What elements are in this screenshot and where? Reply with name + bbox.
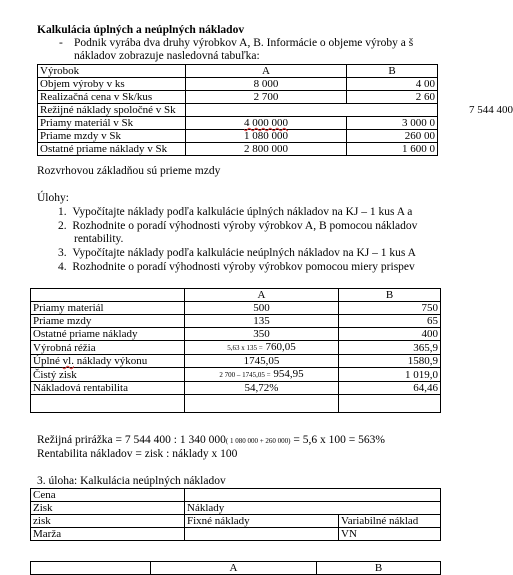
value-b: 3 000 0 <box>347 117 438 130</box>
cell: VN <box>339 528 441 541</box>
cell: Náklady <box>185 502 339 515</box>
value-a: 8 000 <box>186 78 347 91</box>
value-b: 64,46 <box>339 382 441 395</box>
row-label: Čistý zisk <box>31 368 185 382</box>
row-label: Priame mzdy <box>31 315 185 328</box>
table-row <box>38 91 438 104</box>
cell: Fixné náklady <box>185 515 339 528</box>
task-item <box>58 247 416 260</box>
row-label <box>31 355 185 368</box>
table-header-row <box>31 289 441 302</box>
row-label: zisk <box>31 515 185 528</box>
formula-note: ( 1 080 000 + 260 000) <box>225 437 291 445</box>
value-b: 4 00 <box>347 78 438 91</box>
value-b: 400 <box>339 328 441 341</box>
value-a <box>185 341 339 355</box>
row-label: Marža <box>31 528 185 541</box>
task-number: 4. <box>58 261 67 273</box>
value-a: 54,72% <box>185 382 339 395</box>
row-label: Objem výroby v ks <box>38 78 186 91</box>
cell: Variabilné náklad <box>339 515 441 528</box>
row-label: Zisk <box>31 502 185 515</box>
task-item-continuation <box>74 233 123 246</box>
table-row <box>38 130 438 143</box>
header-cell: B <box>347 65 438 78</box>
header-cell: B <box>317 562 441 575</box>
value-a: 2 700 <box>186 91 347 104</box>
row-label: Výrobná réžia <box>31 341 185 355</box>
header-cell <box>31 289 185 302</box>
table-header-row <box>38 65 438 78</box>
value-a: 1745,05 <box>185 355 339 368</box>
header-cell: A <box>185 289 339 302</box>
production-info-table <box>37 64 513 156</box>
value-b: 65 <box>339 315 441 328</box>
partial-cost-scheme-table <box>30 488 441 541</box>
task-number: 1. <box>58 206 67 218</box>
value-a <box>185 395 339 413</box>
table-row <box>38 117 438 130</box>
cell <box>185 489 339 502</box>
row-label: Cena <box>31 489 185 502</box>
value-a-text: 760,05 <box>265 341 296 353</box>
task-text: Rozhodnite o poradí výhodnosti výroby výrobkov A, B pomocou nákladov <box>72 220 418 232</box>
header-cell <box>31 562 151 575</box>
header-cell: A <box>151 562 317 575</box>
intro-dash: - <box>59 37 63 49</box>
table-row <box>38 78 438 91</box>
table-row <box>31 341 441 355</box>
full-cost-calculation-table <box>30 288 441 413</box>
row-label: Režijné náklady spoločné v Sk <box>38 104 186 117</box>
table-row <box>38 104 438 117</box>
label-abbrev: vl. <box>62 355 74 367</box>
value-b: 365,9 <box>339 341 441 355</box>
table-row <box>31 368 441 382</box>
header-cell: Výrobok <box>38 65 186 78</box>
task-text: Rozhodnite o poradí výhodnosti výroby výrobkov pomocou miery prispev <box>72 261 415 273</box>
value-b: 1580,9 <box>339 355 441 368</box>
partial-cost-calculation-table <box>30 561 441 575</box>
task-text: Vypočítajte náklady podľa kalkulácie neúplných nákladov na KJ – 1 kus A <box>72 247 416 259</box>
value-b: 750 <box>339 302 441 315</box>
table-row <box>31 328 441 341</box>
task-item <box>58 220 417 233</box>
value-a: 350 <box>185 328 339 341</box>
table-row-empty <box>31 395 441 413</box>
overhead-surcharge-formula <box>37 434 385 447</box>
cell <box>185 528 339 541</box>
value-a <box>186 117 347 130</box>
table-row <box>31 515 441 528</box>
tasks-heading: Úlohy: <box>37 192 69 204</box>
value-a: 2 800 000 <box>186 143 347 156</box>
calc-note: 5,63 x 135 = <box>227 344 263 352</box>
task3-heading: 3. úloha: Kalkulácia neúplných nákladov <box>37 475 226 487</box>
label-part: Úplné <box>33 355 63 367</box>
task-text: rentability. <box>74 233 124 245</box>
task-item <box>58 206 412 219</box>
task-item <box>58 261 415 274</box>
value-a-text: 954,95 <box>273 368 304 380</box>
table-row <box>31 489 441 502</box>
value-b: 1 600 0 <box>347 143 438 156</box>
row-label: Ostatné priame náklady <box>31 328 185 341</box>
header-cell: A <box>186 65 347 78</box>
table-row <box>31 382 441 395</box>
table-header-row <box>31 562 441 575</box>
value-a: 500 <box>185 302 339 315</box>
row-label: Nákladová rentabilita <box>31 382 185 395</box>
row-label: Priamy materiál v Sk <box>38 117 186 130</box>
value-b: 2 60 <box>347 91 438 104</box>
table-row <box>31 502 441 515</box>
header-cell: B <box>339 289 441 302</box>
cell <box>339 502 441 515</box>
value-a-text: 4 000 000 <box>244 117 288 129</box>
table-row <box>38 143 438 156</box>
value-a <box>185 368 339 382</box>
shared-overhead-value: 7 544 400 <box>186 104 438 117</box>
row-label <box>31 395 185 413</box>
table-row <box>31 355 441 368</box>
value-b: 1 019,0 <box>339 368 441 382</box>
allocation-basis-note: Rozvrhovou základňou sú prieme mzdy <box>37 165 221 177</box>
task-text: Vypočítajte náklady podľa kalkulácie úplných nákladov na KJ – 1 kus A a <box>72 206 413 218</box>
value-a: 135 <box>185 315 339 328</box>
row-label: Priamy materiál <box>31 302 185 315</box>
document-title: Kalkulácia úplných a neúplných nákladov <box>37 24 245 36</box>
row-label: Realizačná cena v Sk/kus <box>38 91 186 104</box>
row-label: Priame mzdy v Sk <box>38 130 186 143</box>
value-a: 1 080 000 <box>186 130 347 143</box>
value-b: 260 00 <box>347 130 438 143</box>
label-part: náklady výkonu <box>73 355 148 367</box>
formula-text: = 5,6 x 100 = 563% <box>290 434 385 446</box>
calc-note: 2 700 – 1745,05 = <box>219 371 271 379</box>
table-row <box>31 528 441 541</box>
formula-text: Režijná prirážka = 7 544 400 : 1 340 000 <box>37 434 226 446</box>
intro-text-line2: nákladov zobrazuje nasledovná tabuľka: <box>74 50 260 62</box>
row-label: Ostatné priame náklady v Sk <box>38 143 186 156</box>
task-number: 2. <box>58 220 67 232</box>
table-row <box>31 315 441 328</box>
cost-rentability-formula: Rentabilita nákladov = zisk : náklady x 100 <box>37 448 238 460</box>
table-row <box>31 302 441 315</box>
cell <box>339 489 441 502</box>
task-number: 3. <box>58 247 67 259</box>
value-b <box>339 395 441 413</box>
intro-text-line1: Podnik vyrába dva druhy výrobkov A, B. Informácie o objeme výroby a š <box>74 37 414 49</box>
